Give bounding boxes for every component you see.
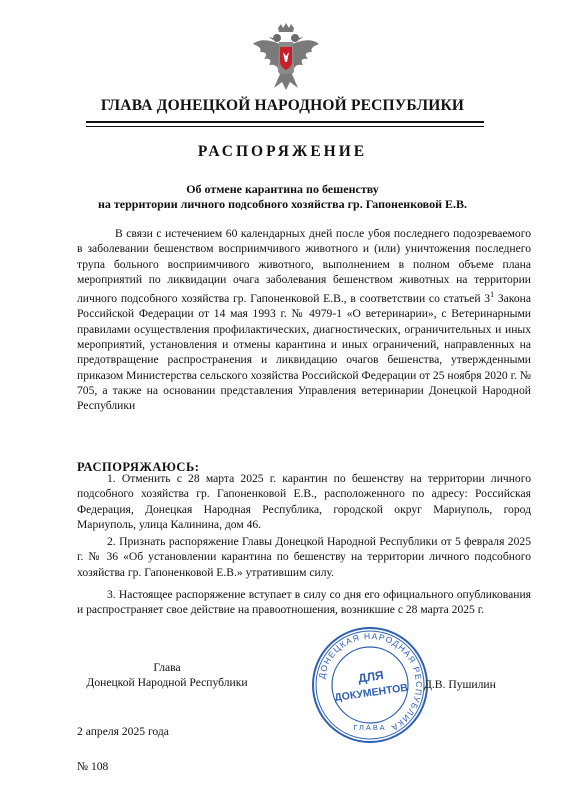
decree-item-1: 1. Отменить с 28 марта 2025 г. карантин по бешенству на территории личного подсобного хозяйства гр. Гапоненковой Е.В., расположенного по адресу: Российская Федерация, Донецкая Народная Республика, городской округ Мариуполь, город Мариуполь, улица Калинина, дом 46.	[77, 472, 531, 531]
subject-line-2: на территории личного подсобного хозяйства гр. Гапоненковой Е.В.	[97, 197, 467, 211]
preamble-part-1: В связи с истечением 60 календарных дней после убоя последнего подозреваемого в заболевании бешенством восприимчивого животного и (или) уничтожения последнего трупа больного восприимчивого животного, выполнением в полном объеме плана мероприятий по ликвидации очага заболевания бешенством животных на территории личного подсобного хозяйства гр. Гапоненковой Е.В., в соответствии со статьей 3	[77, 227, 531, 306]
decree-item-3: 3. Настоящее распоряжение вступает в силу со дня его официального опубликования и распространяет свое действие на правоотношения, возникшие с 28 марта 2025 г.	[77, 588, 531, 617]
signatory-name: Д.В. Пушилин	[424, 678, 496, 691]
coat-of-arms-emblem	[250, 22, 322, 94]
official-seal-stamp	[310, 625, 430, 745]
document-subject	[40, 182, 525, 212]
svg-text:ДЛЯ: ДЛЯ	[357, 668, 385, 686]
svg-text:ГЛАВА: ГЛАВА	[353, 723, 387, 732]
signatory-position-line-2: Донецкой Народной Республики	[86, 676, 248, 689]
document-number: № 108	[77, 760, 109, 773]
decree-heading: РАСПОРЯЖАЮСЬ:	[77, 460, 200, 474]
preamble-paragraph	[77, 226, 531, 413]
signatory-position	[77, 660, 257, 690]
document-date: 2 апреля 2025 года	[77, 725, 169, 738]
decree-item-2: 2. Признать распоряжение Главы Донецкой Народной Республики от 5 февраля 2025 г. № 36 «Об установлении карантина по бешенству на территории личного подсобного хозяйства гр. Гапоненковой Е.В.» утратившим силу.	[77, 535, 531, 579]
svg-text:ДОКУМЕНТОВ: ДОКУМЕНТОВ	[333, 681, 409, 705]
svg-text:ДОНЕЦКАЯ НАРОДНАЯ РЕСПУБЛИКА: ДОНЕЦКАЯ НАРОДНАЯ РЕСПУБЛИКА	[316, 630, 425, 734]
subject-line-1: Об отмене карантина по бешенству	[186, 182, 379, 196]
article-superscript: 1	[490, 290, 495, 300]
issuer-title: ГЛАВА ДОНЕЦКОЙ НАРОДНОЙ РЕСПУБЛИКИ	[100, 97, 465, 114]
document-type: РАСПОРЯЖЕНИЕ	[197, 143, 368, 160]
header-divider	[86, 121, 484, 127]
signatory-position-line-1: Глава	[153, 661, 181, 674]
preamble-part-2: Закона Российской Федерации от 14 мая 1993 г. № 4979-1 «О ветеринарии», с Ветеринарными правилами осуществления профилактических, диагностических, ограничительных и иных мероприятий, установления и отмены карантина и иных ограничений, направленных на предотвращение распространения и ликвидацию очагов бешенства, утвержденными приказом Министерства сельского хозяйства Российской Федерации от 25 ноября 2020 г. № 705, а также на основании представления Управления ветеринарии Донецкой Народной Республики	[77, 292, 531, 413]
